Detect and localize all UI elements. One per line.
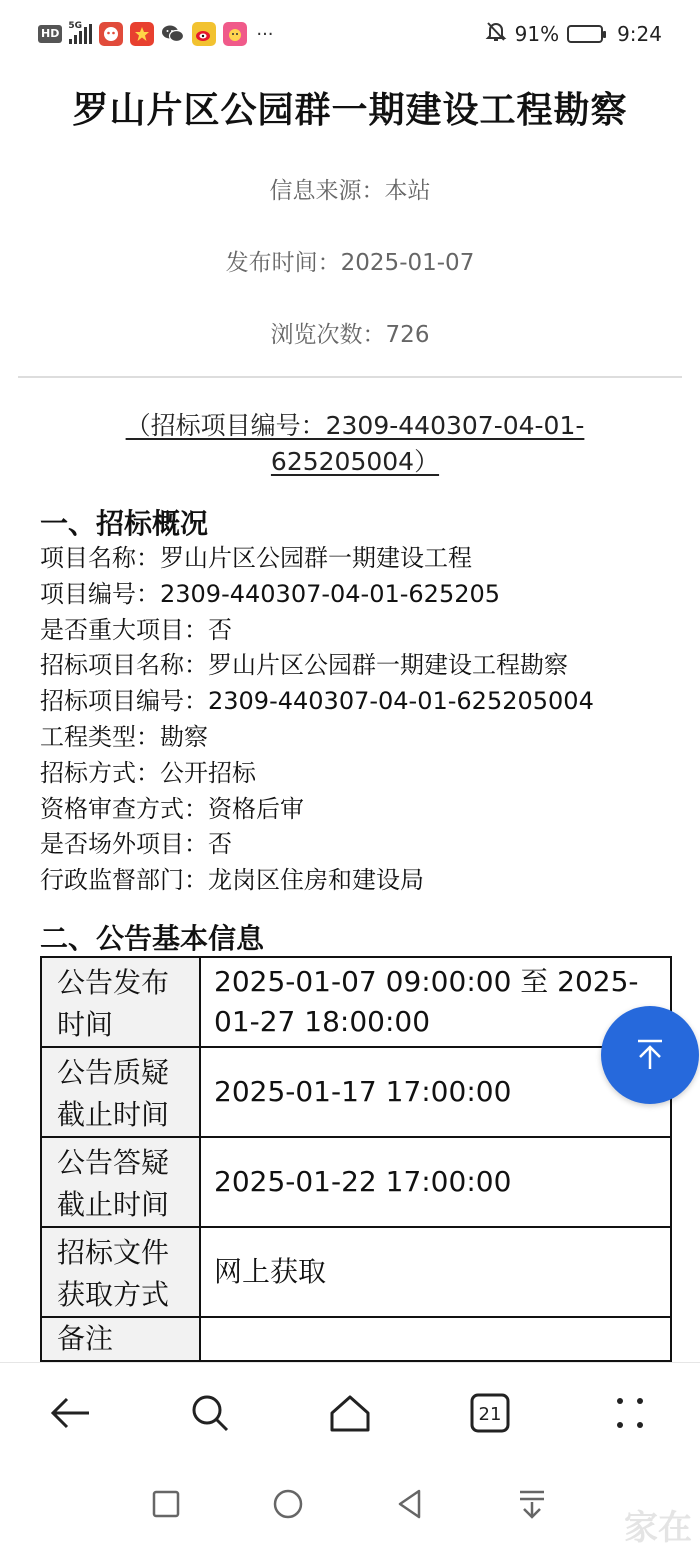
views-value: 726 [385, 322, 430, 348]
bid-project-code [100, 408, 610, 480]
status-bar [0, 0, 700, 70]
source-value: 本站 [384, 178, 431, 204]
table-value-cell: 2025-01-22 17:00:00 [200, 1137, 671, 1227]
clock: 9:24 [617, 21, 662, 46]
table-value-cell [200, 1317, 671, 1361]
row-value: 罗山片区公园群一期建设工程 [160, 544, 472, 572]
row-value: 资格后审 [208, 794, 304, 823]
status-right [485, 20, 662, 47]
section-heading-overview: 一、招标概况 [40, 507, 209, 540]
table-key-cell: 公告发布 时间 [41, 957, 200, 1047]
section-heading-notice-info: 二、公告基本信息 [40, 922, 265, 955]
overview-row [40, 613, 680, 649]
bid-code-line-2: 625205004） [270, 447, 440, 476]
browser-toolbar [0, 1362, 700, 1462]
hd-indicator: HD [38, 25, 62, 43]
back-button[interactable] [45, 1388, 95, 1438]
row-value: 2309-440307-04-01-625205 [160, 579, 501, 608]
date-meta [0, 244, 700, 277]
back-arrow-icon [49, 1395, 91, 1431]
row-label: 项目编号： [40, 579, 160, 608]
tabs-button[interactable] [465, 1388, 515, 1438]
table-row [41, 1047, 671, 1137]
bid-code-line-1: （招标项目编号：2309-440307-04-01- [125, 411, 585, 440]
table-value-cell: 2025-01-07 09:00:00 至 2025- 01-27 18:00:00 [200, 957, 671, 1047]
row-label: 是否重大项目： [40, 615, 208, 644]
pull-down-icon [516, 1488, 548, 1520]
row-label: 行政监督部门： [40, 866, 208, 895]
overview-row [40, 648, 680, 684]
header-divider [18, 376, 682, 378]
table-key-cell: 公告答疑 截止时间 [41, 1137, 200, 1227]
network-type-label: 5G [68, 21, 82, 31]
row-label: 是否场外项目： [40, 830, 208, 859]
more-notifications-icon: ··· [256, 23, 274, 45]
row-value: 勘察 [160, 722, 208, 751]
table-row [41, 1227, 671, 1317]
notification-app-icon-5 [223, 22, 247, 46]
wechat-icon [161, 22, 185, 46]
search-icon [190, 1393, 230, 1433]
home-button[interactable] [325, 1388, 375, 1438]
battery-icon [567, 25, 603, 43]
row-label: 资格审查方式： [40, 794, 208, 823]
date-label: 发布时间： [225, 250, 341, 276]
overview-row [40, 577, 680, 613]
status-left [38, 22, 274, 46]
system-back-button[interactable] [388, 1482, 432, 1526]
row-label: 项目名称： [40, 544, 160, 572]
triangle-back-icon [395, 1488, 425, 1520]
overview-row [40, 684, 680, 720]
tabs-icon [470, 1393, 510, 1433]
table-row [41, 957, 671, 1047]
recents-button[interactable] [144, 1482, 188, 1526]
overview-row [40, 756, 680, 792]
table-row [41, 1317, 671, 1361]
page-title: 罗山片区公园群一期建设工程勘察 [72, 90, 628, 131]
overview-list [40, 541, 680, 899]
search-button[interactable] [185, 1388, 235, 1438]
notification-pull-down-button[interactable] [510, 1482, 554, 1526]
row-value: 公开招标 [160, 758, 256, 787]
grid-menu-icon [610, 1393, 650, 1433]
circle-icon [272, 1488, 304, 1520]
views-label: 浏览次数： [270, 322, 386, 348]
row-value: 2309-440307-04-01-625205004 [208, 687, 594, 716]
row-label: 招标项目编号： [40, 687, 208, 716]
table-key-cell: 公告质疑 截止时间 [41, 1047, 200, 1137]
overview-row [40, 827, 680, 863]
notice-info-table [40, 956, 672, 1362]
battery-percentage: 91% [514, 21, 560, 46]
row-label: 招标项目名称： [40, 651, 208, 680]
row-label: 招标方式： [40, 758, 160, 787]
source-label: 信息来源： [269, 178, 385, 204]
overview-row [40, 541, 680, 577]
overview-row [40, 720, 680, 756]
views-meta [0, 316, 700, 349]
row-value: 否 [208, 615, 232, 644]
watermark-logo: 家在 [624, 1508, 692, 1547]
overview-row [40, 863, 680, 899]
weibo-icon [192, 22, 216, 46]
system-home-button[interactable] [266, 1482, 310, 1526]
home-icon [328, 1393, 372, 1433]
table-value-cell: 2025-01-17 17:00:00 [200, 1047, 671, 1137]
date-value: 2025-01-07 [340, 250, 475, 276]
square-icon [151, 1489, 181, 1519]
overview-row [40, 792, 680, 828]
table-value-cell: 网上获取 [200, 1227, 671, 1317]
source-meta [0, 172, 700, 205]
back-to-top-button[interactable] [601, 1006, 699, 1104]
tabs-count: 21 [478, 1404, 502, 1425]
signal-icon [68, 21, 92, 44]
notification-app-icon-1 [99, 22, 123, 46]
table-row [41, 1137, 671, 1227]
table-key-cell: 招标文件 获取方式 [41, 1227, 200, 1317]
row-value: 否 [208, 830, 232, 859]
table-key-cell: 备注 [41, 1317, 200, 1361]
row-label: 工程类型： [40, 722, 160, 751]
arrow-up-icon [632, 1037, 668, 1073]
notification-app-icon-2 [130, 22, 154, 46]
system-navigation-bar [0, 1462, 700, 1547]
row-value: 罗山片区公园群一期建设工程勘察 [208, 651, 568, 680]
mute-bell-icon [485, 20, 507, 47]
menu-button[interactable] [605, 1388, 655, 1438]
row-value: 龙岗区住房和建设局 [208, 866, 424, 895]
